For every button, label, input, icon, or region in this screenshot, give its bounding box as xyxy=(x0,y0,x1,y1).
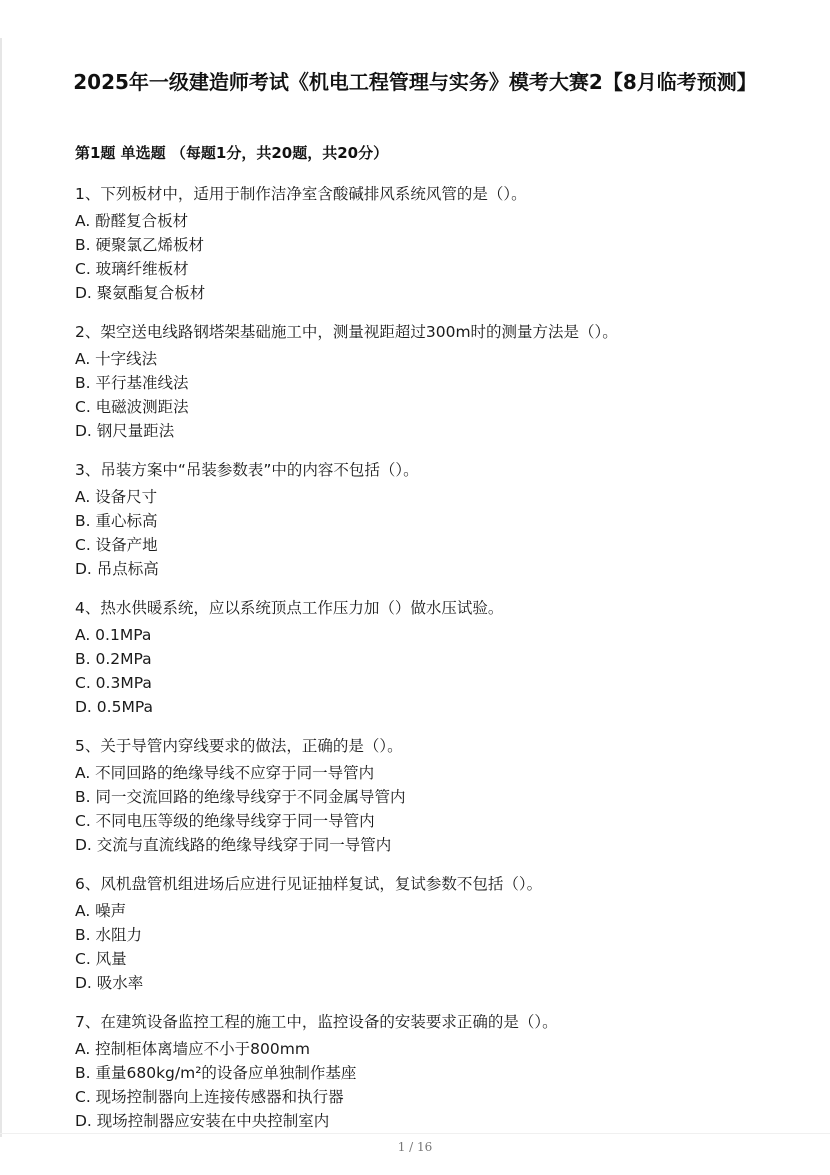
option-d: D. 聚氨酯复合板材 xyxy=(75,284,206,302)
option-c: C. 风量 xyxy=(75,950,127,968)
option-a: A. 十字线法 xyxy=(75,350,158,368)
option-d: D. 交流与直流线路的绝缘导线穿于同一导管内 xyxy=(75,836,392,854)
section-heading: 第1题 单选题 （每题1分，共20题，共20分） xyxy=(75,144,389,162)
option-c: C. 不同电压等级的绝缘导线穿于同一导管内 xyxy=(75,812,375,830)
document-title: 2025年一级建造师考试《机电工程管理与实务》模考大赛2【8月临考预测】 xyxy=(73,70,757,94)
option-b: B. 水阻力 xyxy=(75,926,142,944)
question-text: 2、架空送电线路钢塔架基础施工中，测量视距超过300m时的测量方法是（）。 xyxy=(75,323,618,341)
option-a: A. 不同回路的绝缘导线不应穿于同一导管内 xyxy=(75,764,375,782)
page-indicator: 1 / 16 xyxy=(397,1140,433,1154)
option-d: D. 吸水率 xyxy=(75,974,144,992)
question-text: 6、风机盘管机组进场后应进行见证抽样复试，复试参数不包括（）。 xyxy=(75,875,543,893)
question-text: 1、下列板材中，适用于制作洁净室含酸碱排风系统风管的是（）。 xyxy=(75,185,527,203)
question-text: 3、吊装方案中“吊装参数表”中的内容不包括（）。 xyxy=(75,461,419,479)
option-c: C. 设备产地 xyxy=(75,536,158,554)
option-b: B. 平行基准线法 xyxy=(75,374,189,392)
option-c: C. 现场控制器向上连接传感器和执行器 xyxy=(75,1088,344,1106)
option-a: A. 控制柜体离墙应不小于800mm xyxy=(75,1040,310,1058)
question-text: 7、在建筑设备监控工程的施工中，监控设备的安装要求正确的是（）。 xyxy=(75,1013,558,1031)
option-b: B. 0.2MPa xyxy=(75,650,152,668)
option-a: A. 0.1MPa xyxy=(75,626,152,644)
option-d: D. 0.5MPa xyxy=(75,698,153,716)
option-c: C. 电磁波测距法 xyxy=(75,398,189,416)
option-c: C. 0.3MPa xyxy=(75,674,152,692)
question-7 xyxy=(75,1010,775,1133)
option-b: B. 重心标高 xyxy=(75,512,158,530)
footer-divider xyxy=(0,1133,830,1134)
option-c: C. 玻璃纤维板材 xyxy=(75,260,189,278)
question-6 xyxy=(75,872,775,995)
question-list xyxy=(75,182,775,1148)
option-b: B. 硬聚氯乙烯板材 xyxy=(75,236,204,254)
question-2 xyxy=(75,320,775,443)
option-b: B. 同一交流回路的绝缘导线穿于不同金属导管内 xyxy=(75,788,406,806)
question-text: 5、关于导管内穿线要求的做法，正确的是（）。 xyxy=(75,737,403,755)
option-b: B. 重量680kg/m²的设备应单独制作基座 xyxy=(75,1064,357,1082)
question-3 xyxy=(75,458,775,581)
question-1 xyxy=(75,182,775,305)
option-a: A. 设备尺寸 xyxy=(75,488,158,506)
option-a: A. 噪声 xyxy=(75,902,127,920)
option-d: D. 现场控制器应安装在中央控制室内 xyxy=(75,1112,330,1130)
option-d: D. 钢尺量距法 xyxy=(75,422,175,440)
question-4 xyxy=(75,596,775,719)
option-d: D. 吊点标高 xyxy=(75,560,159,578)
question-5 xyxy=(75,734,775,857)
option-a: A. 酚醛复合板材 xyxy=(75,212,189,230)
question-text: 4、热水供暖系统，应以系统顶点工作压力加（）做水压试验。 xyxy=(75,599,504,617)
